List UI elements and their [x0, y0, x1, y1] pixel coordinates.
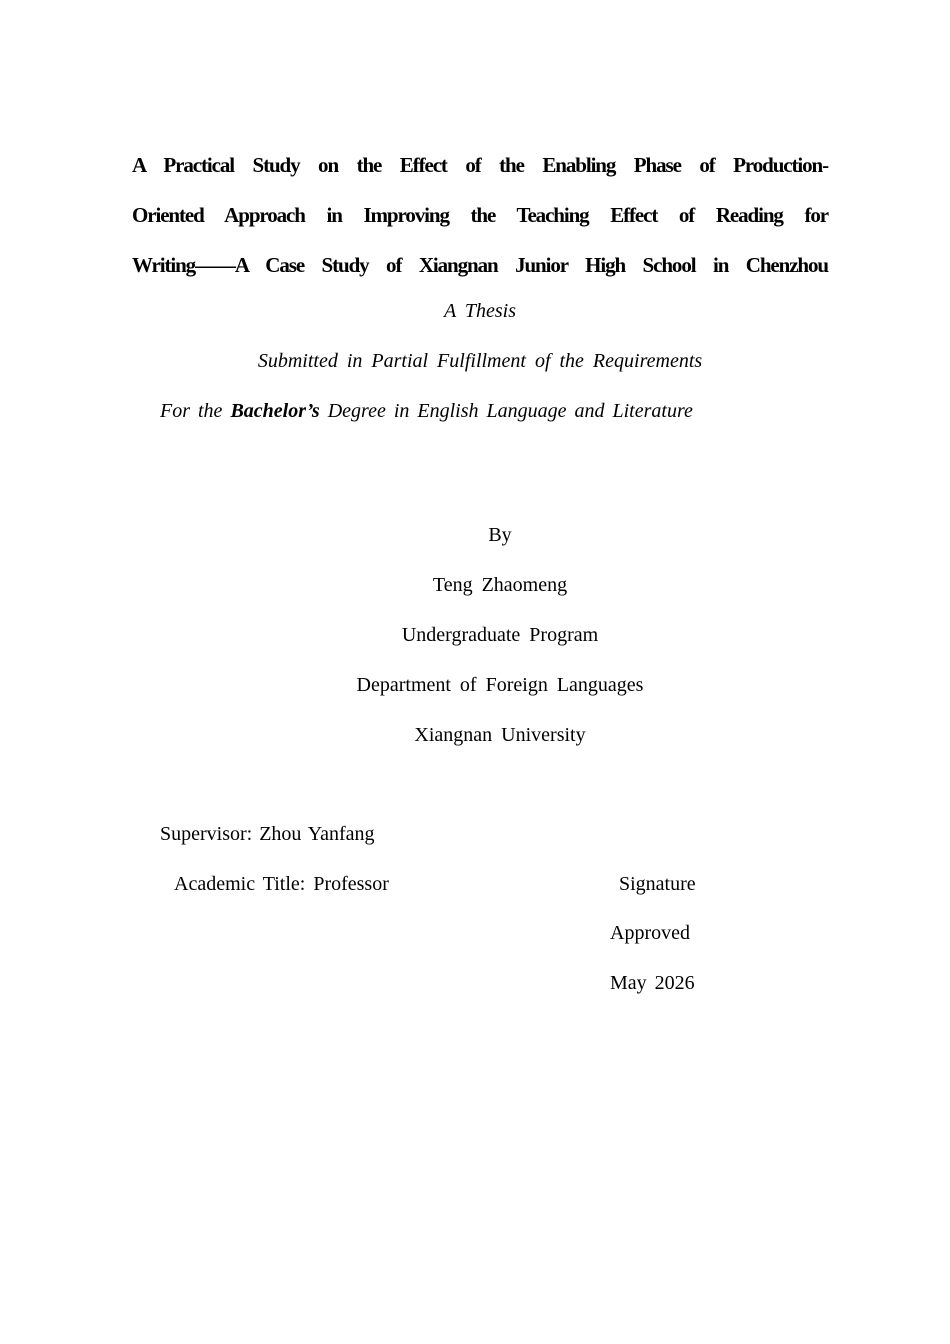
- academic-title-value: Professor: [313, 873, 389, 895]
- thesis-label: A Thesis: [444, 300, 516, 322]
- title-line-3: Writing——A Case Study of Xiangnan Junior High School in Chenzhou: [132, 253, 828, 277]
- by-label: By: [488, 524, 512, 546]
- thesis-title: [132, 140, 828, 290]
- title-line-1: A Practical Study on the Effect of the Enabling Phase of Production-: [132, 153, 828, 177]
- degree-prefix: For the: [160, 400, 223, 422]
- program-name: Undergraduate Program: [401, 624, 599, 646]
- signature-label: Signature: [619, 873, 696, 895]
- department-name: Department of Foreign Languages: [356, 674, 644, 696]
- academic-title-label: Academic Title:: [174, 873, 306, 895]
- approval-date: May 2026: [610, 972, 695, 994]
- supervisor-label: Supervisor:: [160, 823, 253, 845]
- academic-title-line: [174, 869, 389, 899]
- university-name: Xiangnan University: [414, 724, 586, 746]
- supervisor-line: [160, 819, 375, 849]
- degree-statement: [160, 396, 693, 426]
- supervisor-name: Zhou Yanfang: [259, 823, 375, 845]
- title-line-2: Oriented Approach in Improving the Teaching Effect of Reading for: [132, 203, 828, 227]
- degree-bold: Bachelor’s: [230, 400, 320, 422]
- author-name: Teng Zhaomeng: [432, 574, 568, 596]
- degree-suffix: Degree in English Language and Literature: [327, 400, 693, 422]
- approved-label: Approved: [610, 922, 690, 944]
- submitted-statement: Submitted in Partial Fulfillment of the Requirements: [257, 350, 703, 372]
